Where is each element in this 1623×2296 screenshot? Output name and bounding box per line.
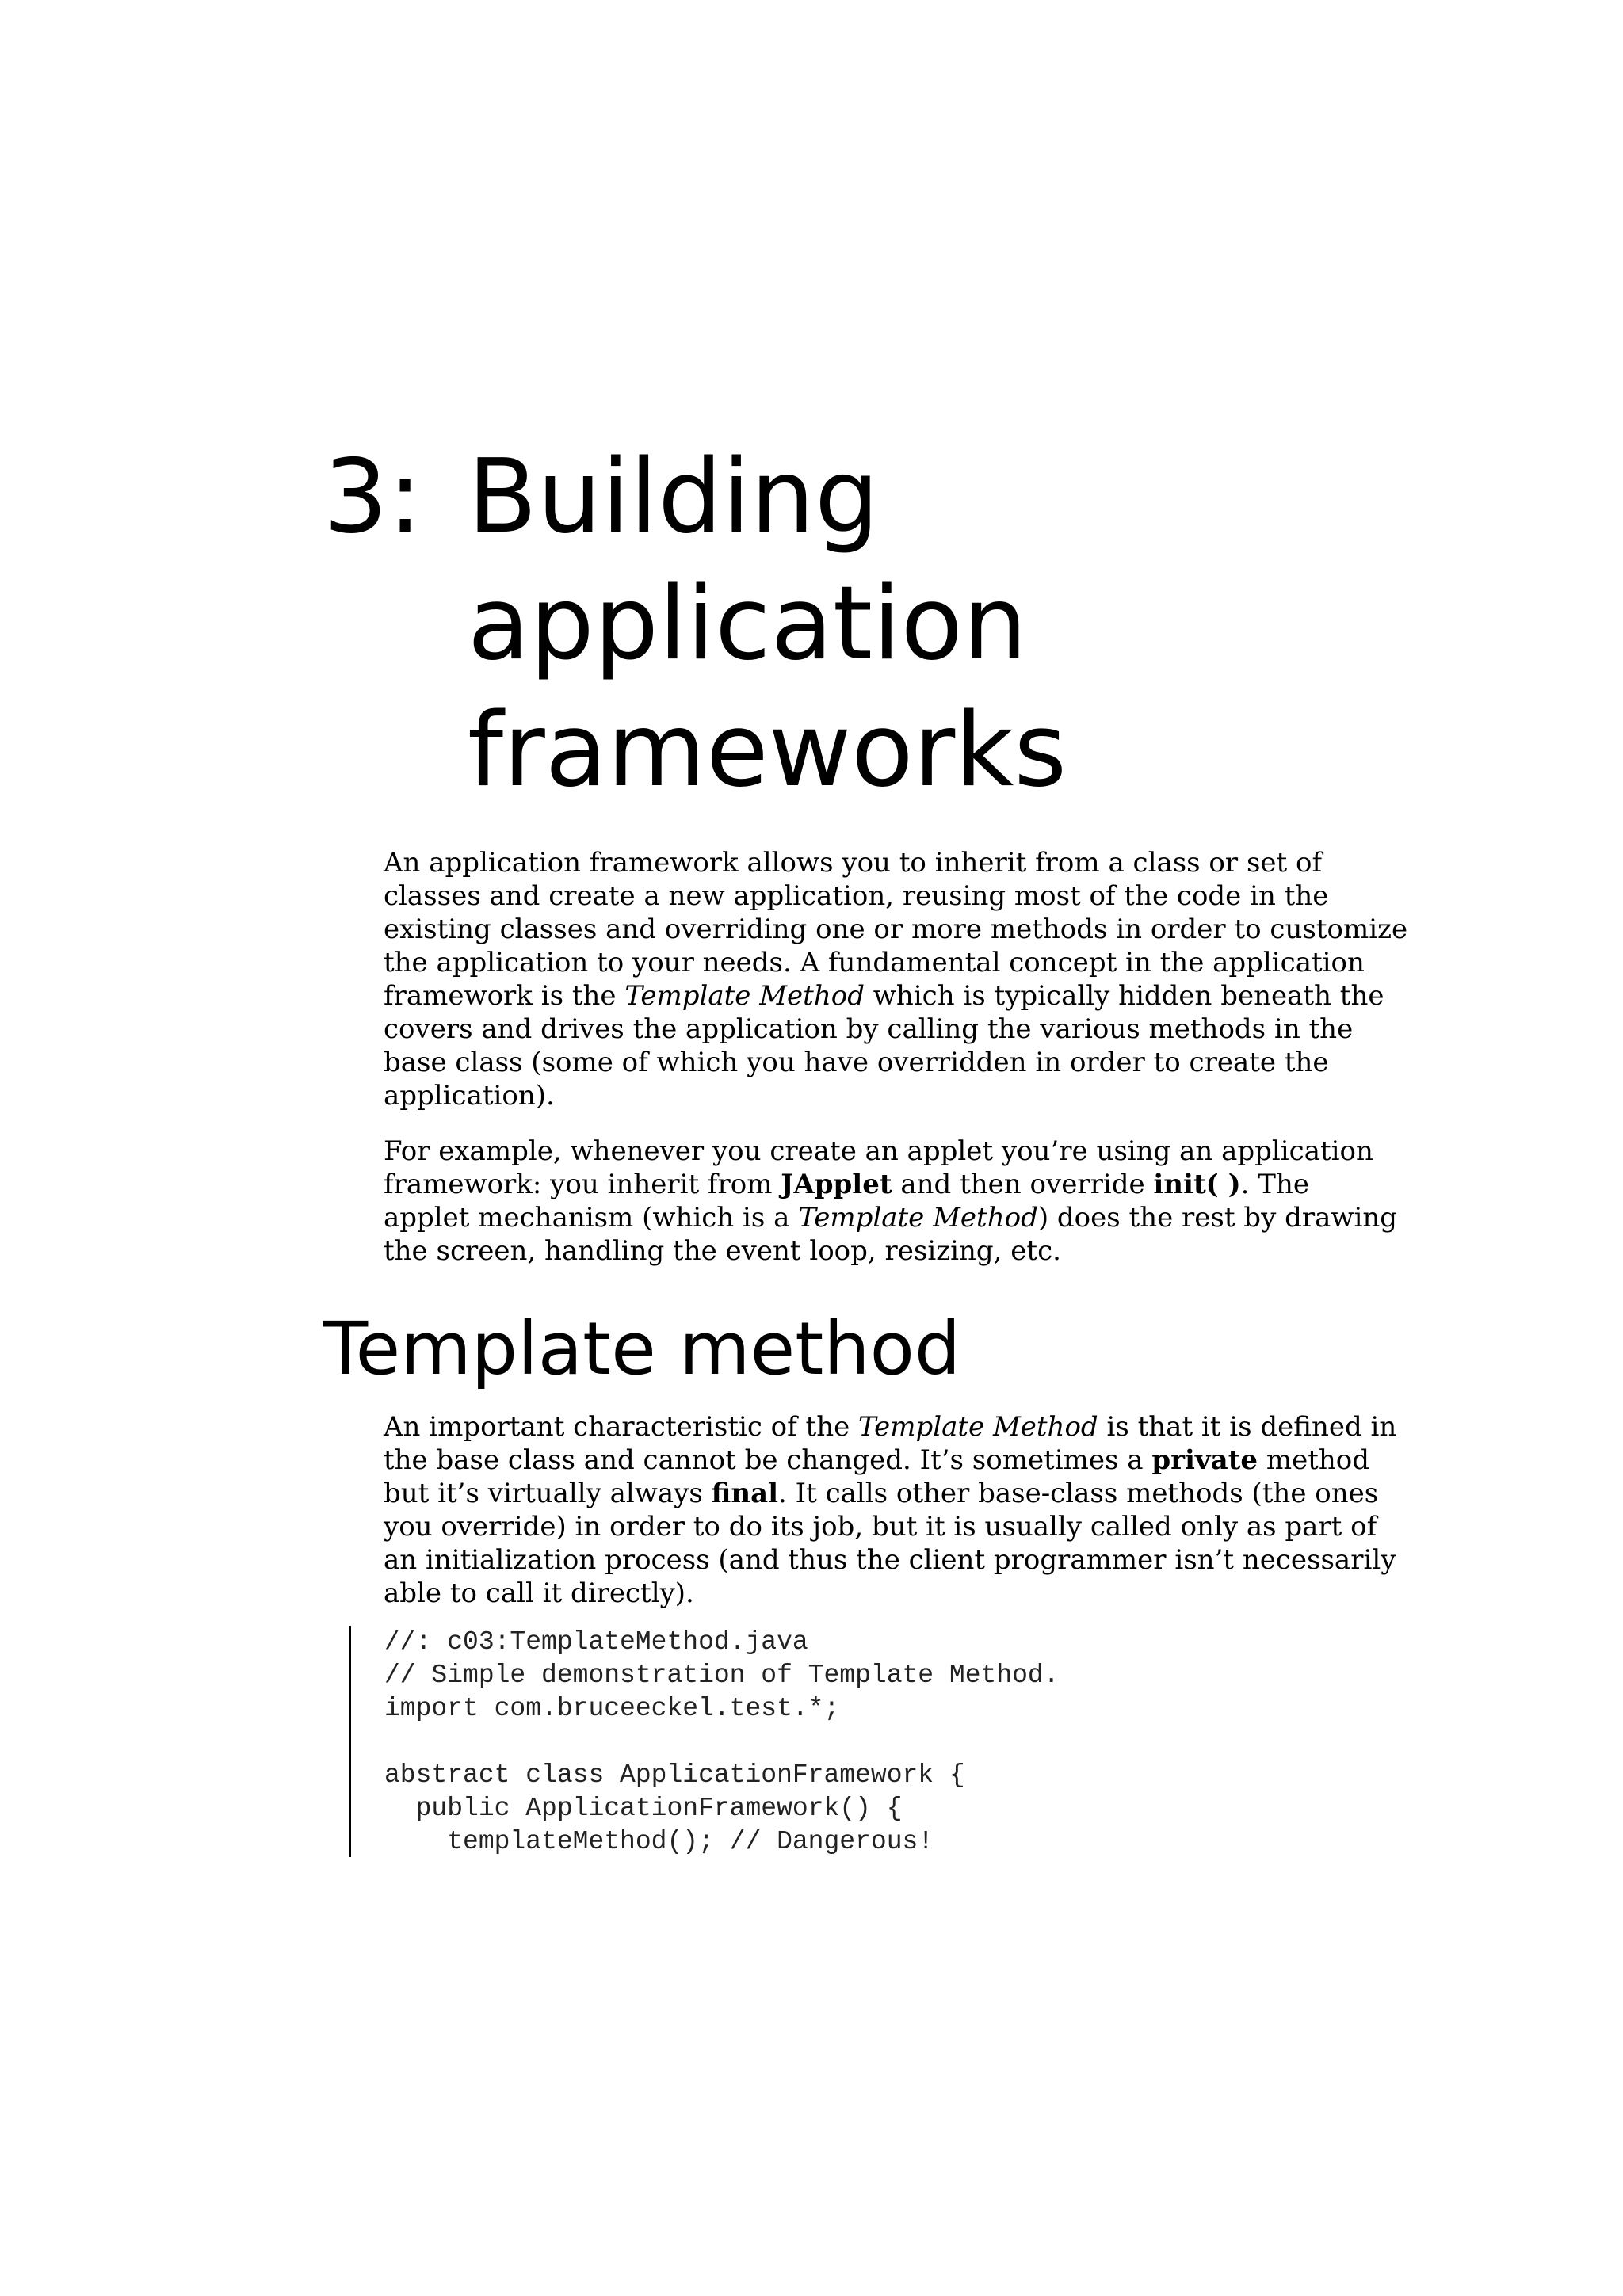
text-run: and then override — [892, 1169, 1154, 1200]
text-line — [384, 1168, 1374, 1201]
emphasis-template-method: Template Method — [798, 1202, 1038, 1234]
code-line: import com.bruceeckel.test.*; — [384, 1694, 840, 1723]
text-line: able to call it directly). — [384, 1577, 694, 1609]
emphasis-template-method: Template Method — [624, 980, 865, 1012]
text-line: An application framework allows you to inherit from a class or set of — [384, 847, 1323, 879]
chapter-number: 3: — [323, 438, 422, 556]
text-run: . It calls other base-class methods (the ones — [778, 1478, 1379, 1509]
code-line: // Simple demonstration of Template Method. — [384, 1661, 1060, 1690]
chapter-title-line: application — [468, 565, 1028, 683]
text-line: the screen, handling the event loop, resizing, etc. — [384, 1235, 1061, 1267]
text-run: framework: you inherit from — [384, 1169, 781, 1200]
text-run: the base class and cannot be changed. It’s sometimes a — [384, 1444, 1152, 1476]
text-run: but it’s virtually always — [384, 1478, 712, 1509]
chapter-title-line: Building — [468, 438, 880, 556]
emphasis-template-method: Template Method — [858, 1411, 1098, 1443]
text-line: the application to your needs. A fundamental concept in the application — [384, 947, 1365, 978]
bold-final: final — [711, 1478, 779, 1509]
chapter-title — [468, 434, 1067, 814]
text-line — [384, 979, 1384, 1013]
text-run: applet mechanism (which is a — [384, 1202, 799, 1234]
text-line: an initialization process (and thus the client programmer isn’t necessarily — [384, 1544, 1396, 1576]
text-line: covers and drives the application by calling the various methods in the — [384, 1013, 1354, 1045]
text-line: application). — [384, 1080, 555, 1112]
bold-init: init( ) — [1153, 1169, 1241, 1200]
text-line — [384, 1410, 1397, 1444]
text-line — [384, 1477, 1379, 1510]
bold-japplet: JApplet — [781, 1169, 892, 1200]
code-line: templateMethod(); // Dangerous! — [384, 1827, 934, 1856]
text-run: method — [1258, 1444, 1370, 1476]
code-listing — [349, 1626, 1461, 1857]
text-line — [384, 1201, 1398, 1234]
code-line: abstract class ApplicationFramework { — [384, 1760, 965, 1790]
bold-private: private — [1151, 1444, 1258, 1476]
text-run: ) does the rest by drawing — [1037, 1202, 1398, 1234]
text-line: existing classes and overriding one or more methods in order to customize — [384, 913, 1408, 945]
intro-paragraph-1 — [384, 846, 1408, 1112]
text-line: For example, whenever you create an applet you’re using an application — [384, 1135, 1373, 1167]
code-line: //: c03:TemplateMethod.java — [384, 1627, 808, 1657]
code-line: public ApplicationFramework() { — [384, 1794, 903, 1823]
text-line — [384, 1444, 1374, 1477]
text-line: you override) in order to do its job, but it is usually called only as part of — [384, 1511, 1377, 1543]
text-run: framework is the — [384, 980, 625, 1012]
section-paragraph — [384, 1410, 1397, 1610]
intro-paragraph-2 — [384, 1135, 1398, 1268]
section-heading: Template method — [323, 1306, 961, 1391]
text-line: base class (some of which you have overridden in order to create the — [384, 1047, 1329, 1078]
text-run: which is typically hidden beneath the — [864, 980, 1384, 1012]
text-line: classes and create a new application, reusing most of the code in the — [384, 880, 1329, 912]
chapter-title-line: frameworks — [468, 692, 1067, 810]
text-run: . The — [1240, 1169, 1309, 1200]
text-run: An important characteristic of the — [384, 1411, 859, 1443]
code-text — [351, 1626, 1461, 1859]
text-run: is that it is defined in — [1098, 1411, 1397, 1443]
code-line — [384, 1726, 1461, 1759]
